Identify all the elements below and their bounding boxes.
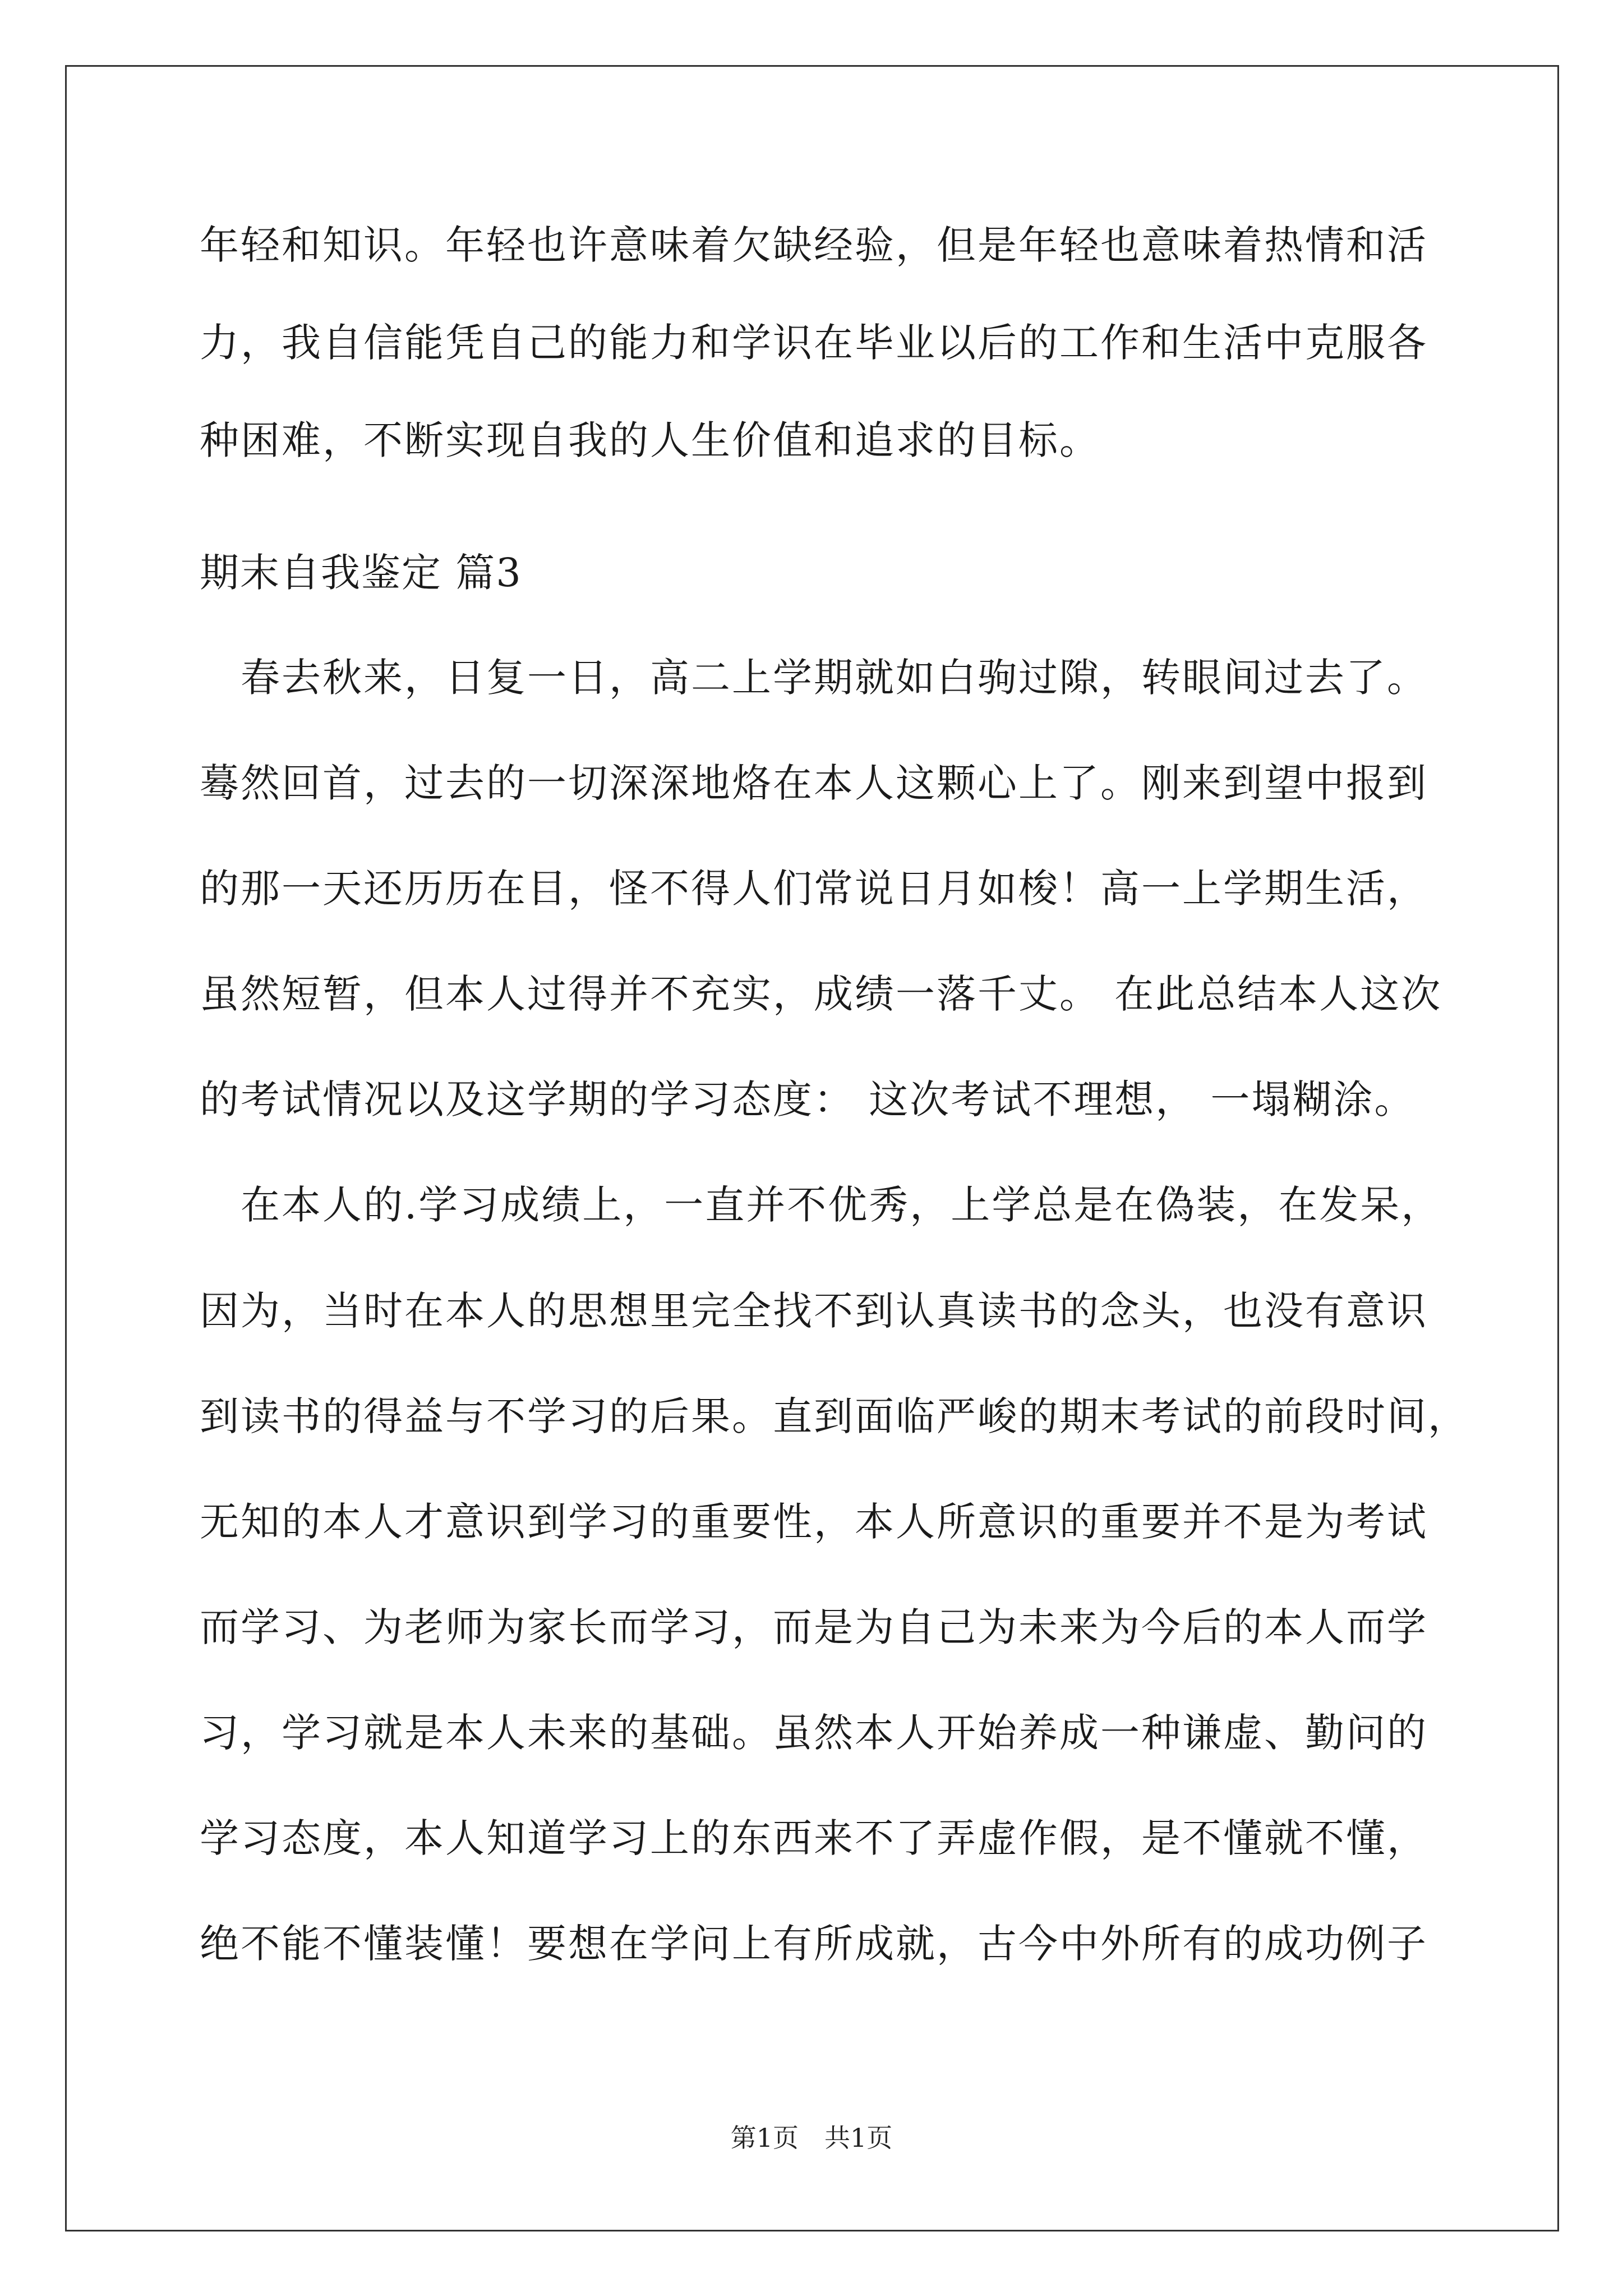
paragraph-line: 无知的本人才意识到学习的重要性，本人所意识的重要并不是为考试 [200, 1499, 1428, 1545]
paragraph-line: 学习态度，本人知道学习上的东西来不了弄虚作假，是不懂就不懂， [200, 1815, 1428, 1861]
paragraph-line: 力，我自信能凭自己的能力和学识在毕业以后的工作和生活中克服各 [200, 320, 1428, 366]
page-number-footer: 第1页 共1页 [730, 2123, 893, 2153]
paragraph-line: 绝不能不懂装懂！要想在学问上有所成就，古今中外所有的成功例子 [200, 1921, 1428, 1967]
paragraph-line: 的考试情况以及这学期的学习态度： 这次考试不理想， 一塌糊涂。 [200, 1076, 1415, 1122]
paragraph-line: 种困难，不断实现自我的人生价值和追求的目标。 [200, 417, 1100, 463]
paragraph-line: 到读书的得益与不学习的后果。直到面临严峻的期末考试的前段时间， [200, 1393, 1469, 1439]
paragraph-line: 而学习、为老师为家长而学习，而是为自己为未来为今后的本人而学 [200, 1604, 1428, 1650]
paragraph-line: 年轻和知识。年轻也许意味着欠缺经验，但是年轻也意味着热情和活 [200, 222, 1428, 268]
paragraph-line: 在本人的.学习成绩上，一直并不优秀，上学总是在偽装，在发呆， [200, 1182, 1442, 1228]
paragraph-line: 春去秋来，日复一日，高二上学期就如白驹过隙，转眼间过去了。 [200, 655, 1428, 701]
paragraph-line: 虽然短暂，但本人过得并不充实，成绩一落千丈。 在此总结本人这次 [200, 971, 1442, 1017]
page-border [65, 65, 1559, 2231]
paragraph-line: 蓦然回首，过去的一切深深地烙在本人这颗心上了。刚来到望中报到 [200, 760, 1428, 806]
paragraph-line: 的那一天还历历在目，怪不得人们常说日月如梭！高一上学期生活， [200, 866, 1428, 912]
section-heading: 期末自我鉴定 篇3 [200, 550, 522, 596]
paragraph-line: 习，学习就是本人未来的基础。虽然本人开始养成一种谦虚、勤问的 [200, 1710, 1428, 1756]
paragraph-line: 因为，当时在本人的思想里完全找不到认真读书的念头，也没有意识 [200, 1288, 1428, 1334]
